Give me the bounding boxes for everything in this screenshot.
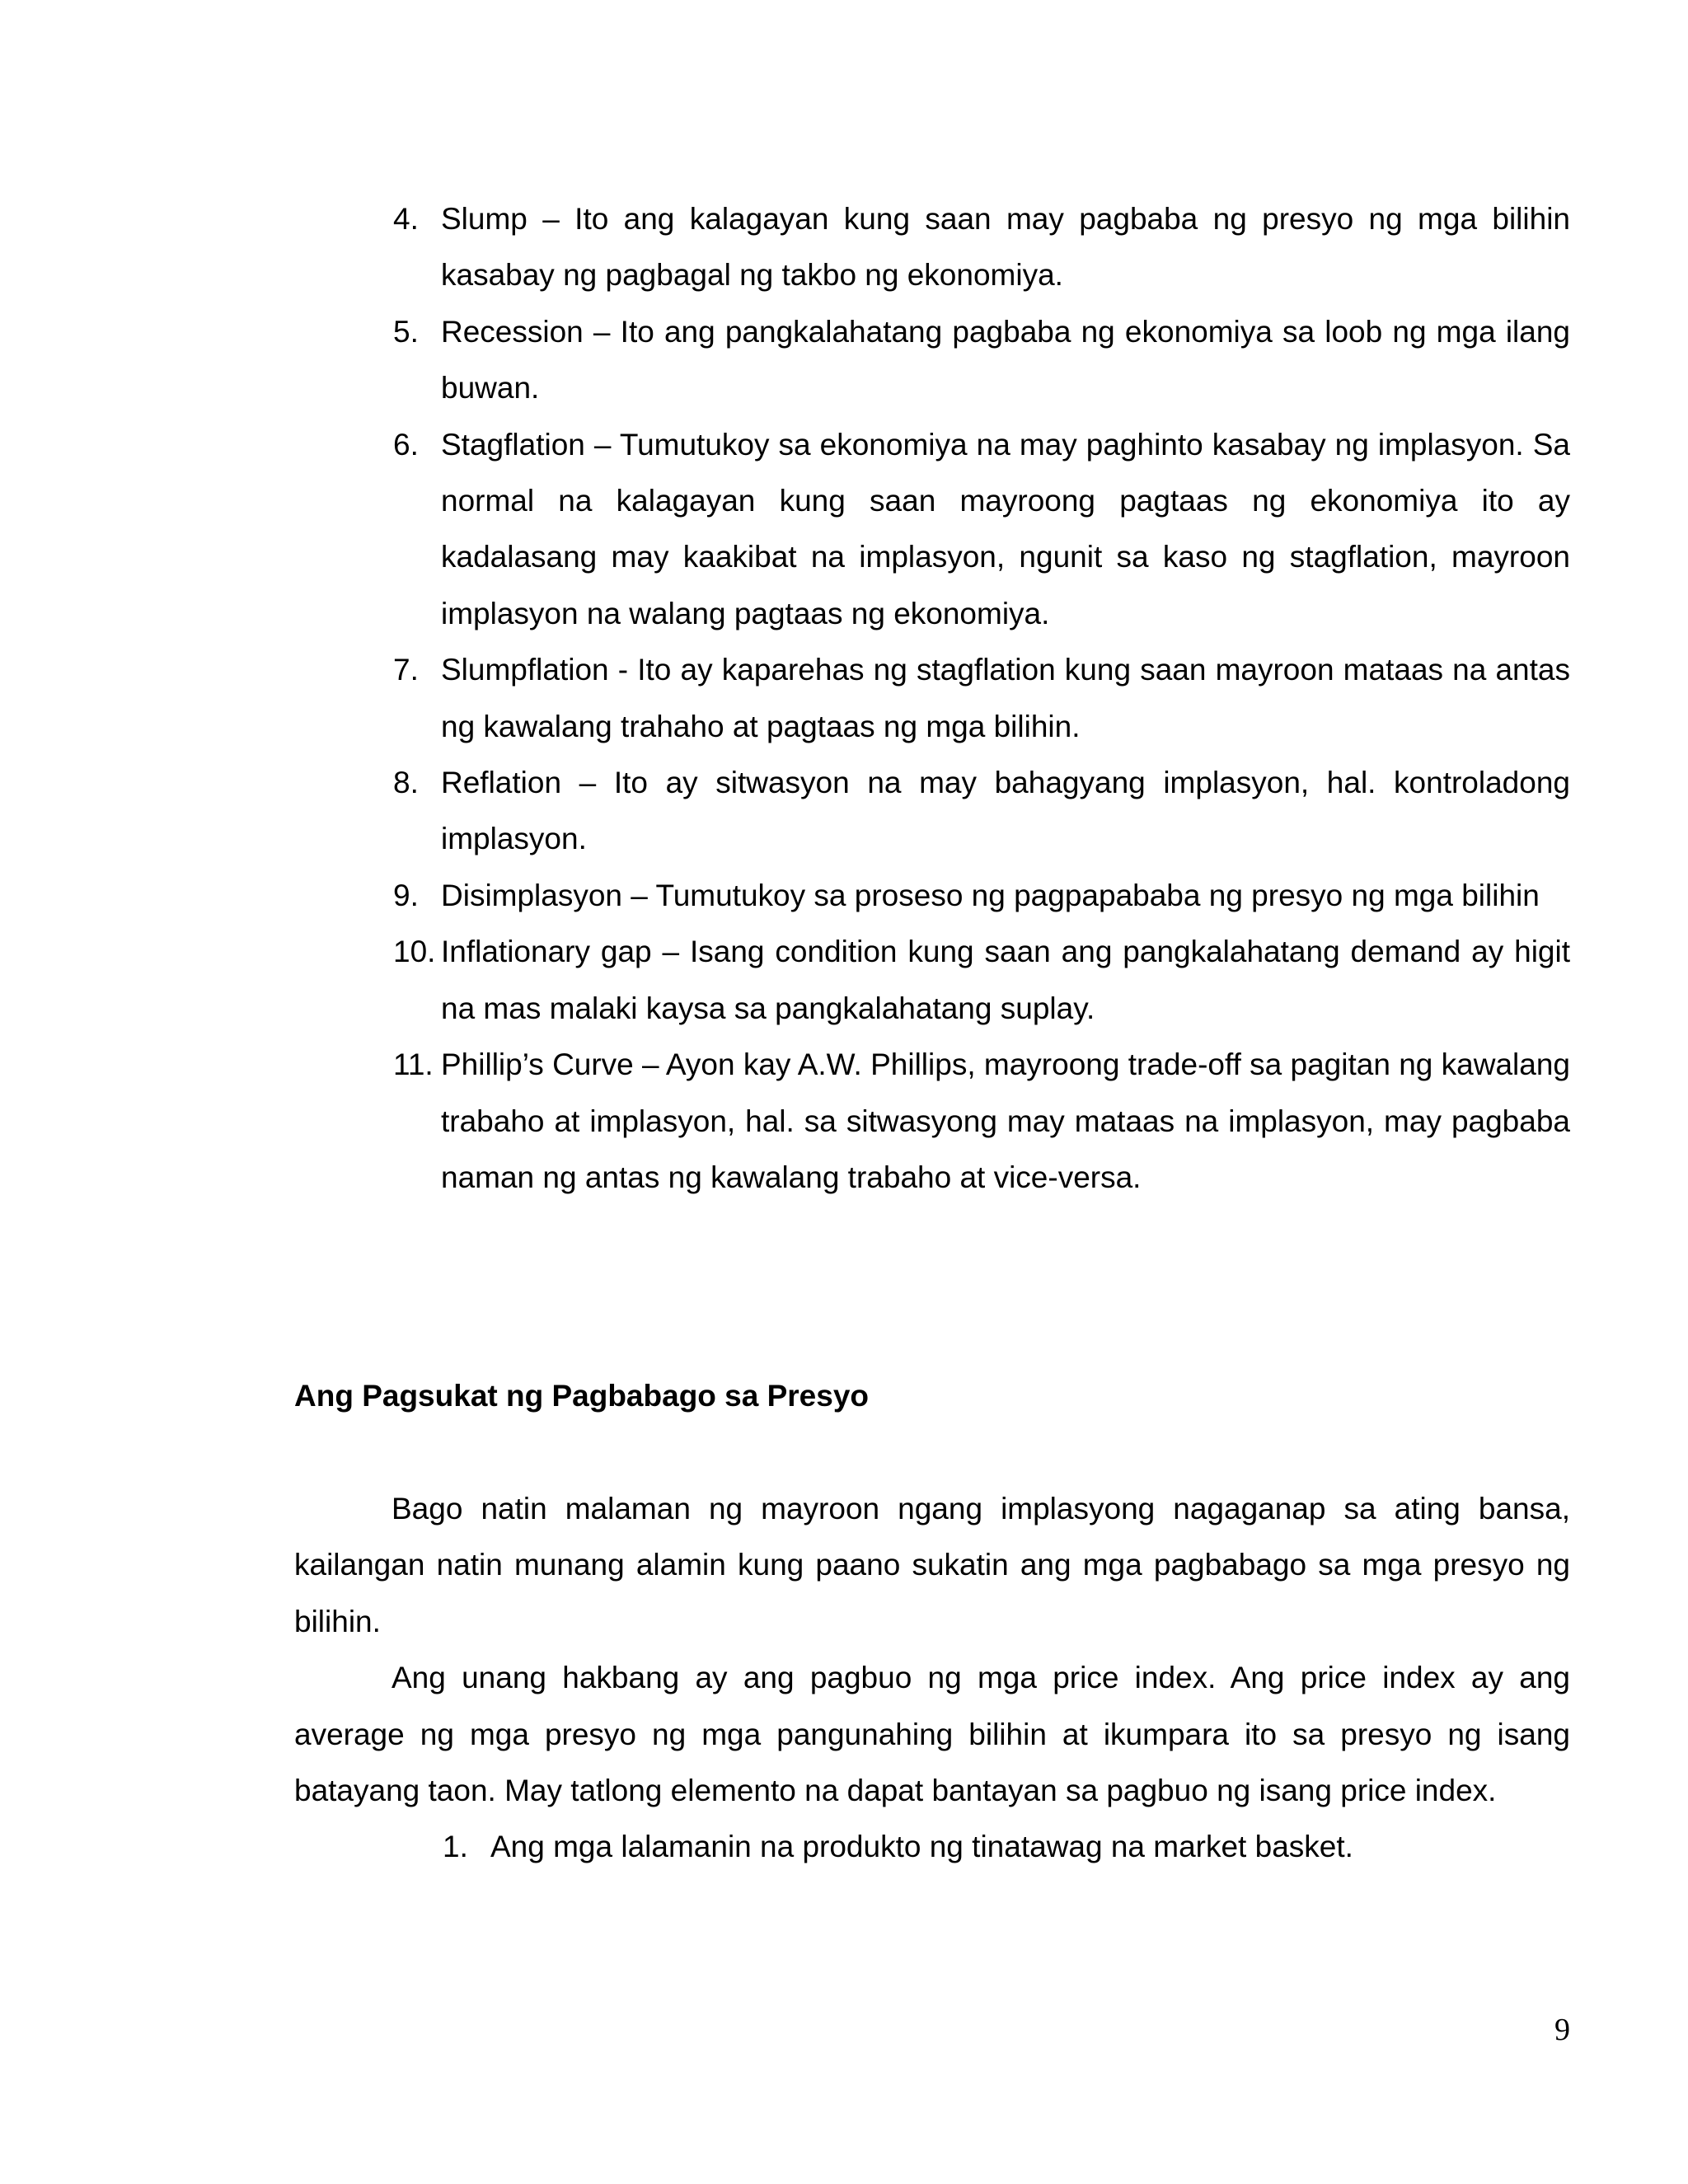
list-item (393, 417, 1570, 643)
list-item-number: 8. (393, 766, 419, 800)
page-number: 9 (1554, 2013, 1570, 2047)
list-item-number: 9. (393, 878, 419, 912)
list-item-text: Recession – Ito ang pangkalahatang pagbaba ng ekonomiya sa loob ng mga ilang buwan. (441, 314, 1570, 405)
section-heading: Ang Pagsukat ng Pagbabago sa Presyo (294, 1379, 870, 1413)
list-item-text: Reflation – Ito ay sitwasyon na may bahagyang implasyon, hal. kontroladong implasyon. (441, 766, 1570, 856)
list-item (393, 1037, 1570, 1206)
list-item-text: Phillip’s Curve – Ayon kay A.W. Phillips, mayroong trade-off sa pagitan ng kawalang trabaho at implasyon, hal. sa sitwasyong may mataas na implasyon, may pagbaba naman ng antas ng kawalang trabaho at vice-versa. (441, 1047, 1570, 1194)
list-item-number: 6. (393, 427, 419, 462)
list-item (393, 191, 1570, 304)
paragraph: Ang unang hakbang ay ang pagbuo ng mga price index. Ang price index ay ang average ng mga presyo ng mga pangunahing bilihin at ikumpara ito sa presyo ng isang batayang taon. May tatlong elemento na dapat bantayan sa pagbuo ng isang price index. (294, 1661, 1570, 1808)
list-item-text: Disimplasyon – Tumutukoy sa proseso ng pagpapababa ng presyo ng mga bilihin (441, 878, 1540, 912)
elements-list (294, 1819, 1570, 1875)
list-item-number: 1. (443, 1830, 468, 1864)
list-item-text: Slumpflation - Ito ay kaparehas ng stagflation kung saan mayroon mataas na antas ng kawalang trahaho at pagtaas ng mga bilihin. (441, 653, 1570, 743)
list-item-text: Ang mga lalamanin na produkto ng tinatawag na market basket. (490, 1830, 1353, 1864)
section-body (294, 1481, 1570, 1876)
paragraph: Bago natin malaman ng mayroon ngang implasyong nagaganap sa ating bansa, kailangan natin munang alamin kung paano sukatin ang mga pagbabago sa mga presyo ng bilihin. (294, 1492, 1570, 1638)
definitions-list (393, 191, 1570, 1206)
list-item (393, 304, 1570, 417)
list-item-number: 5. (393, 314, 419, 349)
list-item (443, 1819, 1570, 1875)
list-item (393, 642, 1570, 755)
list-item (393, 755, 1570, 868)
list-item (393, 868, 1570, 924)
list-item-number: 11. (393, 1047, 434, 1082)
list-item-number: 7. (393, 653, 419, 687)
list-item-text: Inflationary gap – Isang condition kung saan ang pangkalahatang demand ay higit na mas malaki kaysa sa pangkalahatang suplay. (441, 935, 1570, 1025)
list-item-number: 10. (393, 935, 436, 969)
list-item-text: Slump – Ito ang kalagayan kung saan may pagbaba ng presyo ng mga bilihin kasabay ng pagbagal ng takbo ng ekonomiya. (441, 202, 1570, 293)
list-item (393, 924, 1570, 1037)
list-item-number: 4. (393, 202, 419, 236)
list-item-text: Stagflation – Tumutukoy sa ekonomiya na may paghinto kasabay ng implasyon. Sa normal na kalagayan kung saan mayroong pagtaas ng ekonomiya ito ay kadalasang may kaakibat na implasyon, ngunit sa kaso ng stagflation, mayroon implasyon na walang pagtaas ng ekonomiya. (441, 427, 1570, 630)
